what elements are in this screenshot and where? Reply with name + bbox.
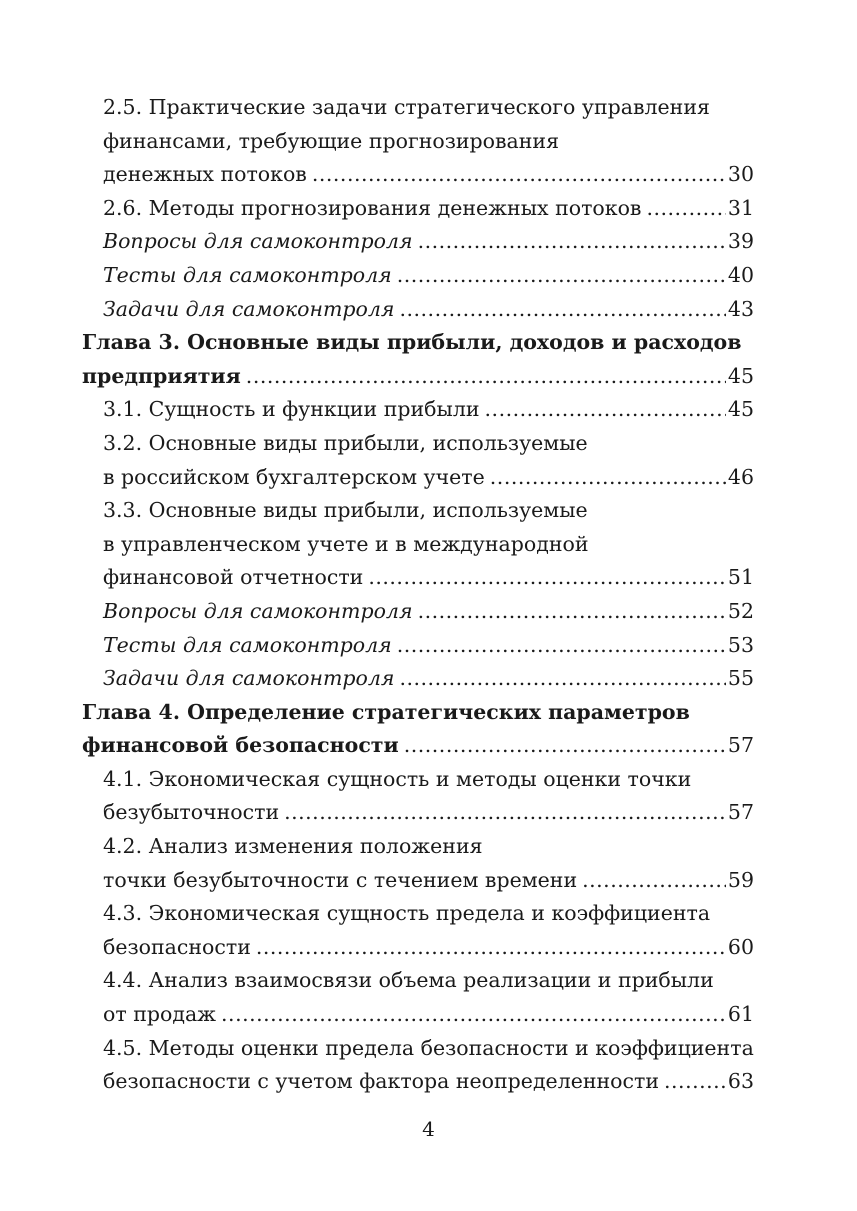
- dot-leader: [221, 998, 726, 1032]
- toc-entry-title-line: 4.3. Экономическая сущность предела и коэффициента: [103, 901, 711, 926]
- toc-page-number: 30: [727, 162, 754, 187]
- toc-entry[interactable]: [82, 91, 754, 192]
- table-of-contents: [82, 91, 754, 1099]
- toc-entry-title-line: безопасности с учетом фактора неопределенности: [103, 1069, 660, 1094]
- toc-page-number: 57: [727, 733, 754, 758]
- toc-entry[interactable]: [82, 897, 754, 964]
- toc-entry-title-line: предприятия: [82, 363, 241, 388]
- toc-entry-title-line: Глава 4. Определение стратегических параметров: [82, 699, 690, 724]
- toc-page-number: 40: [727, 262, 754, 287]
- toc-entry[interactable]: [82, 1032, 754, 1099]
- toc-entry[interactable]: [82, 830, 754, 897]
- toc-entry-title-line: в российском бухгалтерском учете: [103, 464, 485, 489]
- toc-entry-last-row: [103, 461, 754, 495]
- dot-leader: [646, 192, 725, 226]
- toc-entry-title-line: Задачи для самоконтроля: [103, 296, 395, 321]
- toc-entry-last-row: [103, 662, 754, 696]
- toc-entry-title-line: денежных потоков: [103, 162, 307, 187]
- toc-entry-title-line: 4.2. Анализ изменения положения: [103, 834, 483, 859]
- toc-page-number: 45: [727, 363, 754, 388]
- toc-entry[interactable]: [82, 393, 754, 427]
- toc-entry-title-line: 3.3. Основные виды прибыли, используемые: [103, 498, 588, 523]
- toc-entry-last-row: [103, 158, 754, 192]
- toc-entry[interactable]: [82, 595, 754, 629]
- dot-leader: [664, 1065, 726, 1099]
- toc-page-number: 61: [727, 1002, 754, 1027]
- toc-entry-title-line: 3.1. Сущность и функции прибыли: [103, 397, 480, 422]
- toc-entry-title-line: Тесты для самоконтроля: [103, 262, 392, 287]
- dot-leader: [397, 629, 726, 663]
- toc-entry-title-line: 4.5. Методы оценки предела безопасности и коэффициента: [103, 1035, 754, 1060]
- toc-entry-last-row: [103, 595, 754, 629]
- toc-page-number: 43: [727, 296, 754, 321]
- toc-entry-last-row: [82, 729, 754, 763]
- dot-leader: [246, 360, 726, 394]
- toc-entry[interactable]: [82, 494, 754, 595]
- toc-entry-last-row: [103, 561, 754, 595]
- toc-entry-last-row: [103, 629, 754, 663]
- dot-leader: [284, 796, 726, 830]
- toc-page-number: 31: [727, 195, 754, 220]
- toc-entry-title-line: точки безубыточности с течением времени: [103, 867, 578, 892]
- toc-entry[interactable]: [82, 192, 754, 226]
- dot-leader: [418, 595, 726, 629]
- dot-leader: [490, 461, 726, 495]
- toc-page-number: 39: [727, 229, 754, 254]
- toc-entry-title-line: от продаж: [103, 1002, 217, 1027]
- toc-entry[interactable]: [82, 964, 754, 1031]
- toc-entry-title-line: финансовой безопасности: [82, 733, 399, 758]
- toc-entry-last-row: [103, 1065, 754, 1099]
- toc-entry-last-row: [103, 259, 754, 293]
- toc-entry-title-line: Глава 3. Основные виды прибыли, доходов и расходов: [82, 330, 742, 355]
- toc-entry-title-line: Тесты для самоконтроля: [103, 632, 392, 657]
- dot-leader: [399, 662, 725, 696]
- toc-entry-title-line: безопасности: [103, 934, 251, 959]
- toc-page-number: 46: [727, 464, 754, 489]
- toc-entry[interactable]: [82, 763, 754, 830]
- toc-entry-title-line: Задачи для самоконтроля: [103, 666, 395, 691]
- dot-leader: [485, 393, 726, 427]
- dot-leader: [368, 561, 726, 595]
- toc-entry-last-row: [103, 931, 754, 965]
- toc-page-number: 51: [727, 565, 754, 590]
- dot-leader: [399, 293, 725, 327]
- toc-entry-last-row: [103, 225, 754, 259]
- toc-page-number: 63: [727, 1069, 754, 1094]
- toc-entry-last-row: [103, 293, 754, 327]
- toc-entry[interactable]: [82, 326, 754, 393]
- page-number: 4: [422, 1117, 435, 1141]
- toc-page-number: 52: [727, 598, 754, 623]
- toc-entry-title-line: 2.6. Методы прогнозирования денежных потоков: [103, 195, 642, 220]
- toc-page-number: 60: [727, 934, 754, 959]
- toc-entry-title-line: 3.2. Основные виды прибыли, используемые: [103, 430, 588, 455]
- toc-page-number: 59: [727, 867, 754, 892]
- dot-leader: [312, 158, 726, 192]
- toc-entry-last-row: [82, 360, 754, 394]
- toc-entry-last-row: [103, 796, 754, 830]
- dot-leader: [397, 259, 726, 293]
- toc-entry-last-row: [103, 998, 754, 1032]
- toc-page-number: 45: [727, 397, 754, 422]
- toc-entry[interactable]: [82, 293, 754, 327]
- dot-leader: [582, 864, 726, 898]
- toc-entry-title-line: в управленческом учете и в международной: [103, 531, 589, 556]
- toc-entry-title-line: Вопросы для самоконтроля: [103, 598, 413, 623]
- toc-entry-title-line: 4.4. Анализ взаимосвязи объема реализации и прибыли: [103, 968, 714, 993]
- toc-page-number: 57: [727, 800, 754, 825]
- toc-entry[interactable]: [82, 629, 754, 663]
- dot-leader: [256, 931, 726, 965]
- toc-entry-title-line: 2.5. Практические задачи стратегического управления: [103, 95, 710, 119]
- toc-entry[interactable]: [82, 696, 754, 763]
- dot-leader: [418, 225, 726, 259]
- toc-entry-title-line: безубыточности: [103, 800, 280, 825]
- toc-entry[interactable]: [82, 225, 754, 259]
- toc-entry-title-line: финансовой отчетности: [103, 565, 364, 590]
- toc-entry-title-line: Вопросы для самоконтроля: [103, 229, 413, 254]
- toc-entry-last-row: [103, 864, 754, 898]
- toc-page-number: 55: [727, 666, 754, 691]
- toc-entry-title-line: 4.1. Экономическая сущность и методы оценки точки: [103, 766, 692, 791]
- toc-entry-last-row: [103, 192, 754, 226]
- toc-entry[interactable]: [82, 427, 754, 494]
- toc-page-number: 53: [727, 632, 754, 657]
- toc-entry[interactable]: [82, 259, 754, 293]
- toc-entry-last-row: [103, 393, 754, 427]
- dot-leader: [404, 729, 726, 763]
- toc-entry[interactable]: [82, 662, 754, 696]
- toc-entry-title-line: финансами, требующие прогнозирования: [103, 128, 560, 153]
